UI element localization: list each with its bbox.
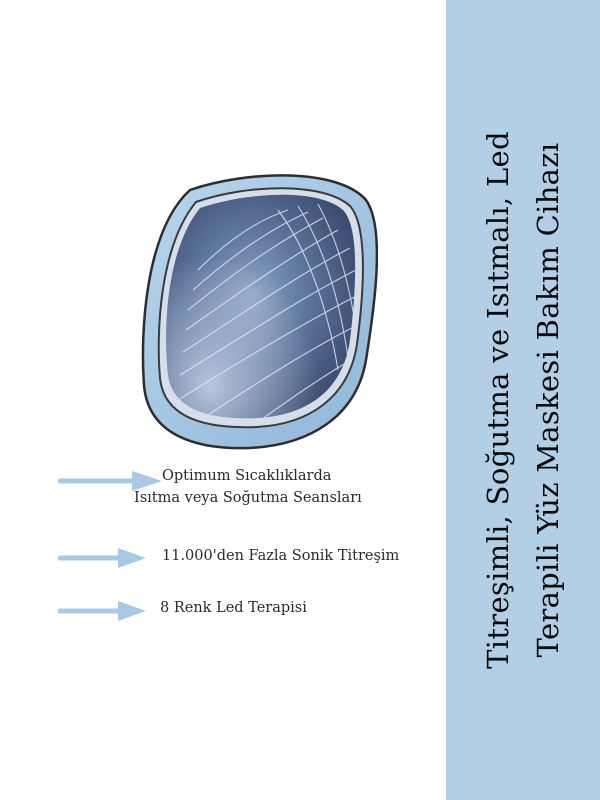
- product-title: [473, 50, 573, 750]
- arrow-right-icon: [58, 547, 148, 569]
- face-mask-device-image: [138, 170, 378, 460]
- feature-heating-cooling-line-2: Isıtma veya Soğutma Seansları: [134, 490, 362, 506]
- product-title-line-1: Titreşimli, Soğutma ve Isıtmalı, Led: [481, 131, 515, 669]
- product-title-line-2: Terapili Yüz Maskesi Bakım Cihazı: [531, 142, 565, 658]
- arrow-right-icon: [58, 600, 148, 622]
- feature-sonic-vibration: 11.000'den Fazla Sonik Titreşim: [162, 548, 400, 564]
- feature-heating-cooling-line-1: Optimum Sıcaklıklarda: [162, 468, 332, 484]
- feature-led-therapy: 8 Renk Led Terapisi: [160, 600, 307, 616]
